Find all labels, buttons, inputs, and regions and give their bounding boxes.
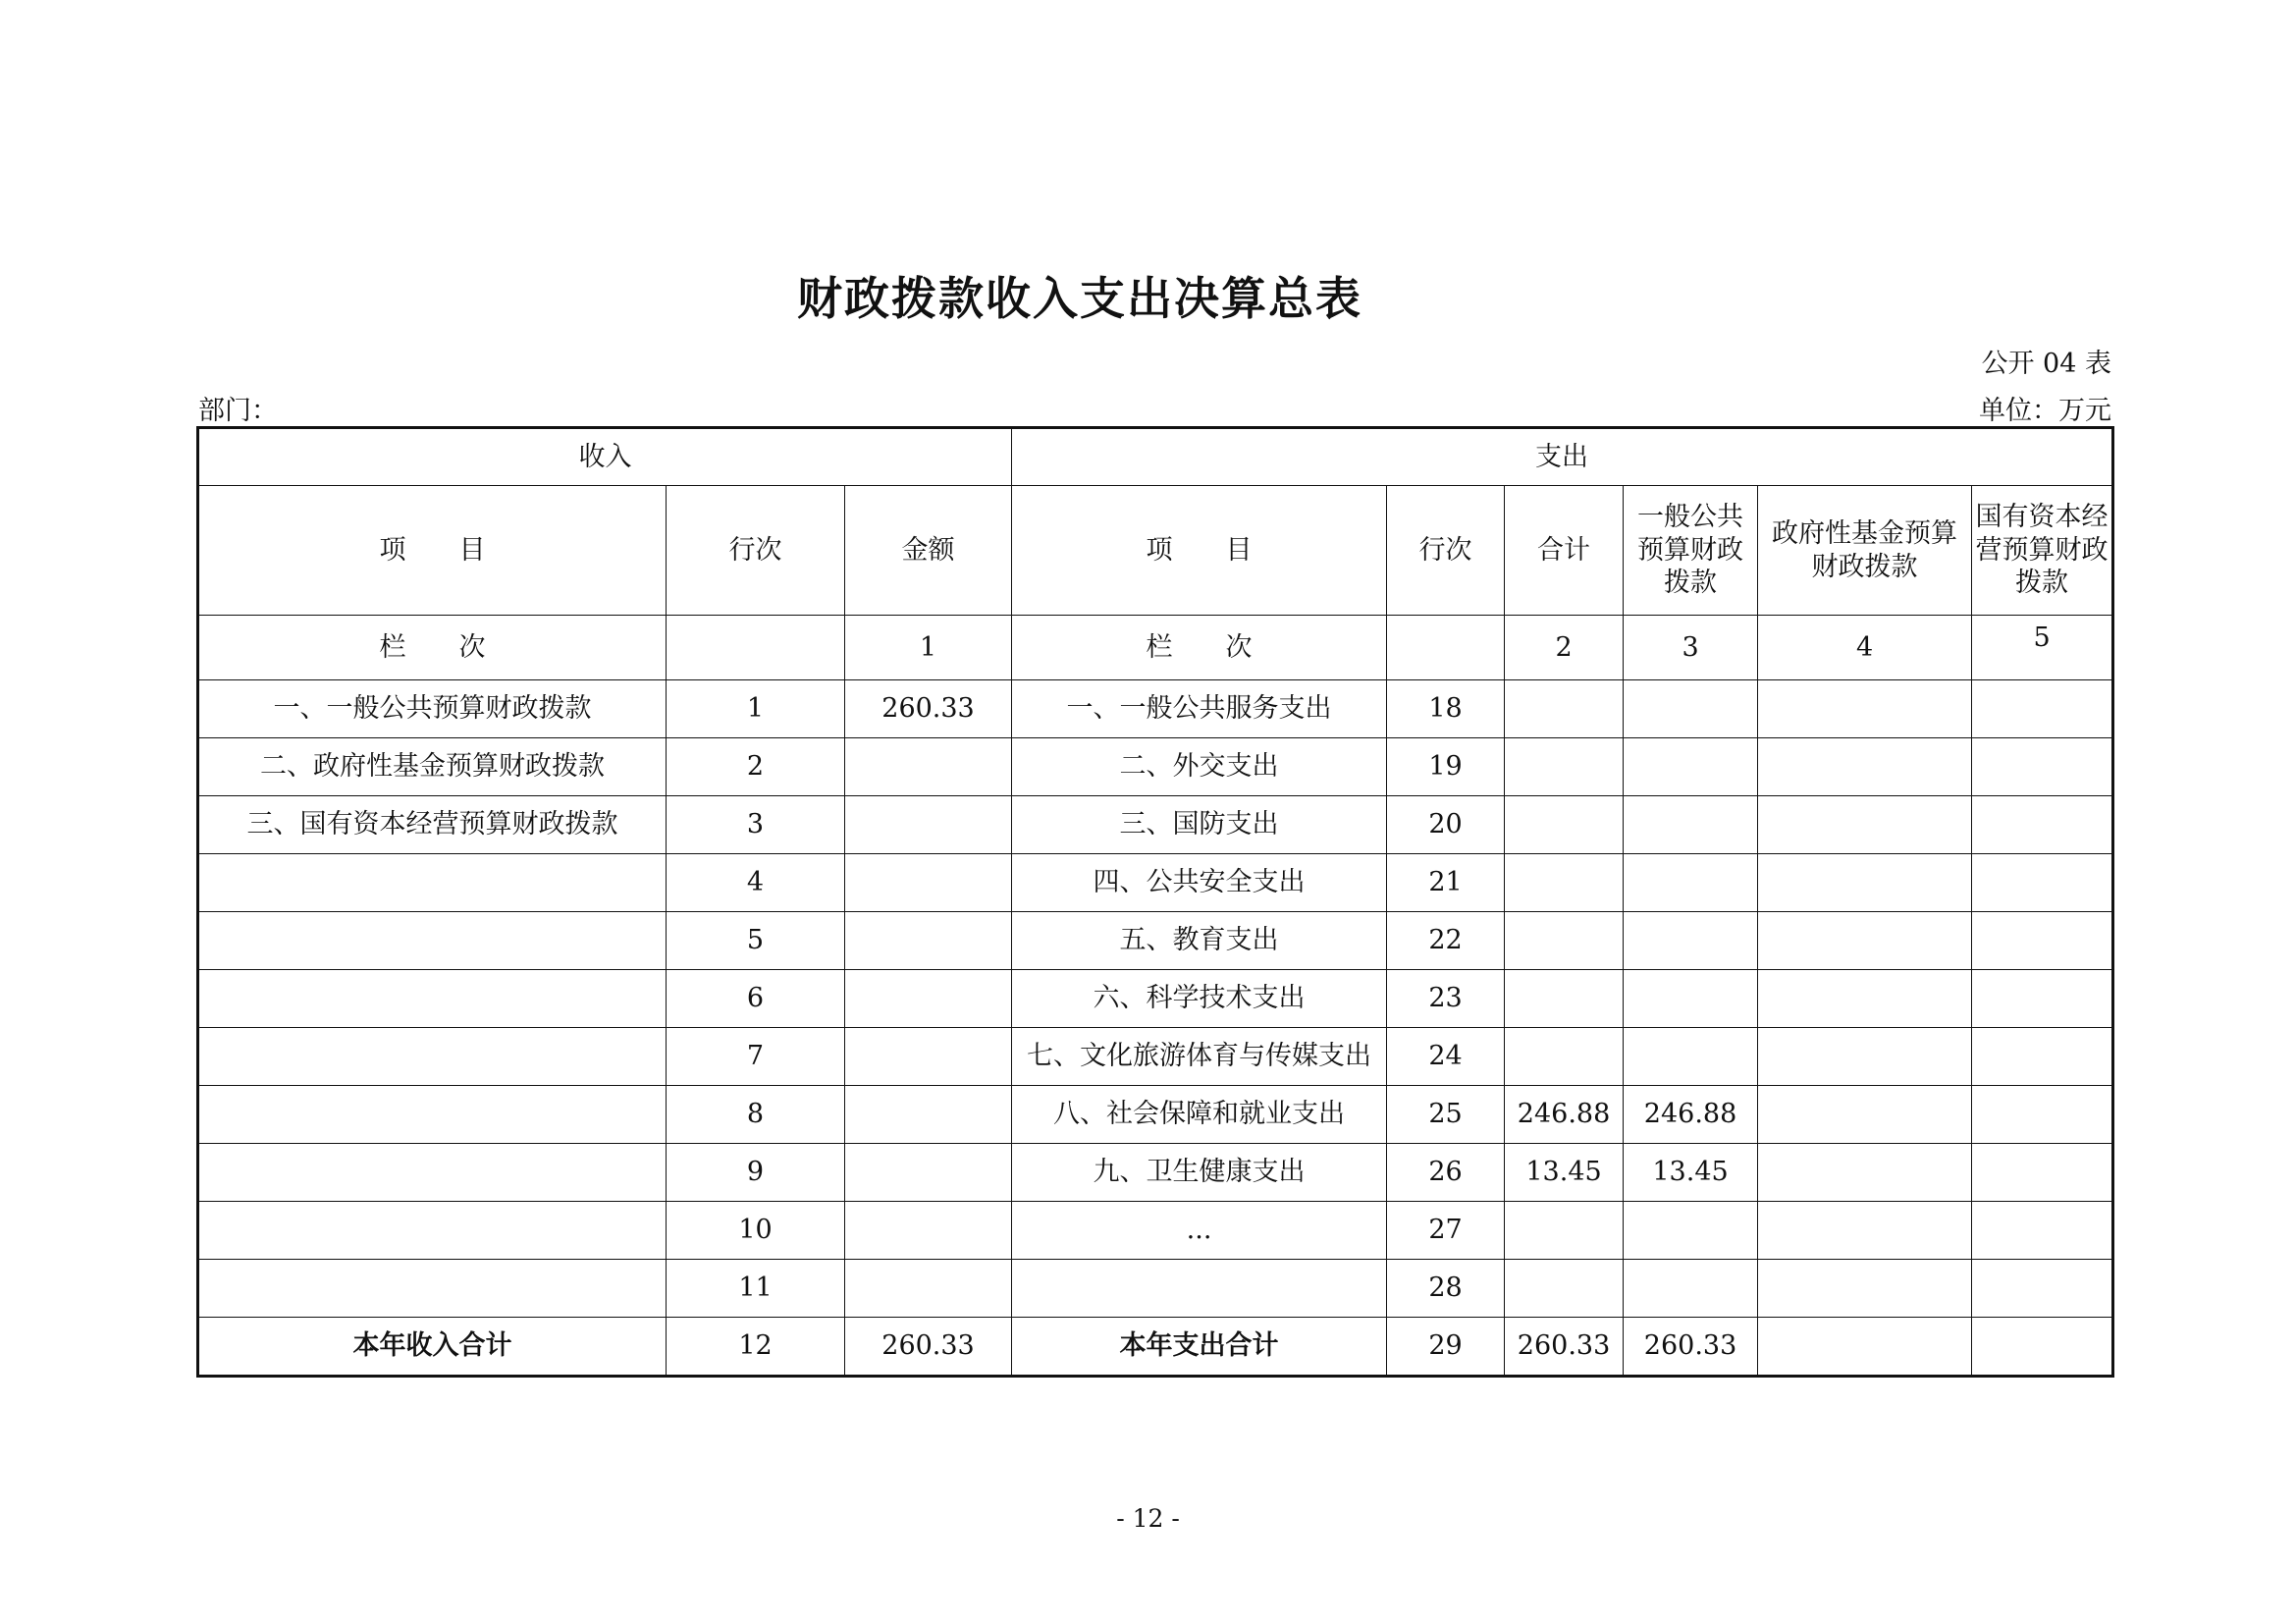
expense-item: 一、一般公共服务支出 — [1012, 680, 1387, 738]
expense-general-budget — [1624, 970, 1758, 1028]
income-row-no: 9 — [667, 1144, 845, 1202]
expense-general-budget: 13.45 — [1624, 1144, 1758, 1202]
expense-total-general-budget: 260.33 — [1624, 1318, 1758, 1377]
totals-row — [198, 1318, 2113, 1377]
income-item-header: 项 目 — [198, 486, 667, 616]
expense-total — [1505, 680, 1624, 738]
expense-gov-fund — [1758, 738, 1972, 796]
expense-state-capital — [1972, 970, 2113, 1028]
column-number-1: 1 — [845, 616, 1012, 680]
income-row-no: 5 — [667, 912, 845, 970]
expense-item: 五、教育支出 — [1012, 912, 1387, 970]
expense-column-label: 栏 次 — [1012, 616, 1387, 680]
column-number-3: 3 — [1624, 616, 1758, 680]
expense-total-row-no: 29 — [1387, 1318, 1505, 1377]
expense-row-no: 20 — [1387, 796, 1505, 854]
expense-state-capital — [1972, 796, 2113, 854]
income-amount — [845, 1260, 1012, 1318]
expense-state-capital — [1972, 854, 2113, 912]
table-row — [198, 1202, 2113, 1260]
expense-total — [1505, 1028, 1624, 1086]
expense-total — [1505, 738, 1624, 796]
income-amount — [845, 854, 1012, 912]
expense-total: 13.45 — [1505, 1144, 1624, 1202]
income-item: 二、政府性基金预算财政拨款 — [198, 738, 667, 796]
expense-general-budget — [1624, 738, 1758, 796]
form-number: 公开 04 表 — [1981, 349, 2111, 379]
income-item — [198, 970, 667, 1028]
expense-row-no: 21 — [1387, 854, 1505, 912]
table-row — [198, 1144, 2113, 1202]
column-number-5: 5 — [1972, 616, 2113, 680]
expense-row-no: 27 — [1387, 1202, 1505, 1260]
expense-state-capital — [1972, 1202, 2113, 1260]
expense-gov-fund — [1758, 796, 1972, 854]
expense-total — [1505, 854, 1624, 912]
expense-total-gov-fund — [1758, 1318, 1972, 1377]
expense-general-budget — [1624, 854, 1758, 912]
expense-row-no-header: 行次 — [1387, 486, 1505, 616]
income-row-no: 3 — [667, 796, 845, 854]
expense-section-header: 支出 — [1012, 428, 2113, 486]
table-row — [198, 1028, 2113, 1086]
expense-item: 三、国防支出 — [1012, 796, 1387, 854]
income-row-no: 8 — [667, 1086, 845, 1144]
expense-item: 七、文化旅游体育与传媒支出 — [1012, 1028, 1387, 1086]
table-row — [198, 854, 2113, 912]
expense-state-capital — [1972, 1144, 2113, 1202]
income-item: 三、国有资本经营预算财政拨款 — [198, 796, 667, 854]
income-row-no: 1 — [667, 680, 845, 738]
general-budget-header: 一般公共预算财政拨款 — [1624, 486, 1758, 616]
income-column-label: 栏 次 — [198, 616, 667, 680]
expense-item-header: 项 目 — [1012, 486, 1387, 616]
expense-item: 九、卫生健康支出 — [1012, 1144, 1387, 1202]
column-number-4: 4 — [1758, 616, 1972, 680]
unit-label: 单位：万元 — [1979, 396, 2111, 426]
expense-gov-fund — [1758, 1260, 1972, 1318]
table-row — [198, 680, 2113, 738]
table-row — [198, 970, 2113, 1028]
expense-item — [1012, 1260, 1387, 1318]
income-amount — [845, 912, 1012, 970]
expense-general-budget — [1624, 796, 1758, 854]
table-row — [198, 738, 2113, 796]
expense-item: 六、科学技术支出 — [1012, 970, 1387, 1028]
expense-item: 八、社会保障和就业支出 — [1012, 1086, 1387, 1144]
expense-total-amount: 260.33 — [1505, 1318, 1624, 1377]
column-number-row — [198, 616, 2113, 680]
expense-item: 二、外交支出 — [1012, 738, 1387, 796]
income-row-no: 4 — [667, 854, 845, 912]
income-amount — [845, 1144, 1012, 1202]
income-item — [198, 1202, 667, 1260]
expense-state-capital — [1972, 912, 2113, 970]
expense-row-no: 22 — [1387, 912, 1505, 970]
expense-row-no: 26 — [1387, 1144, 1505, 1202]
table-row — [198, 1086, 2113, 1144]
income-item: 一、一般公共预算财政拨款 — [198, 680, 667, 738]
income-row-no-header: 行次 — [667, 486, 845, 616]
expense-general-budget — [1624, 1028, 1758, 1086]
total-header: 合计 — [1505, 486, 1624, 616]
expense-total-state-capital — [1972, 1318, 2113, 1377]
expense-total: 246.88 — [1505, 1086, 1624, 1144]
income-row-no: 11 — [667, 1260, 845, 1318]
income-amount — [845, 738, 1012, 796]
income-total-label: 本年收入合计 — [198, 1318, 667, 1377]
expense-gov-fund — [1758, 1086, 1972, 1144]
expense-row-no: 28 — [1387, 1260, 1505, 1318]
expense-total-label: 本年支出合计 — [1012, 1318, 1387, 1377]
expense-general-budget — [1624, 680, 1758, 738]
expense-total — [1505, 1202, 1624, 1260]
income-amount — [845, 1202, 1012, 1260]
table-row — [198, 912, 2113, 970]
state-capital-header: 国有资本经营预算财政拨款 — [1972, 486, 2113, 616]
expense-general-budget: 246.88 — [1624, 1086, 1758, 1144]
expense-state-capital — [1972, 1260, 2113, 1318]
column-number-2: 2 — [1505, 616, 1624, 680]
section-header-row — [198, 428, 2113, 486]
table-row — [198, 1260, 2113, 1318]
expense-gov-fund — [1758, 854, 1972, 912]
income-row-no: 2 — [667, 738, 845, 796]
expense-state-capital — [1972, 738, 2113, 796]
page-number: - 12 - — [1116, 1504, 1180, 1533]
expense-total — [1505, 970, 1624, 1028]
expense-total — [1505, 1260, 1624, 1318]
expense-general-budget — [1624, 1202, 1758, 1260]
expense-general-budget — [1624, 1260, 1758, 1318]
expense-gov-fund — [1758, 970, 1972, 1028]
expense-total — [1505, 796, 1624, 854]
income-section-header: 收入 — [198, 428, 1012, 486]
expense-row-no: 23 — [1387, 970, 1505, 1028]
page-title: 财政拨款收入支出决算总表 — [797, 272, 1362, 325]
gov-fund-header: 政府性基金预算财政拨款 — [1758, 486, 1972, 616]
expense-state-capital — [1972, 1086, 2113, 1144]
expense-row-no: 25 — [1387, 1086, 1505, 1144]
expense-row-no: 19 — [1387, 738, 1505, 796]
income-item — [198, 1086, 667, 1144]
income-amount-header: 金额 — [845, 486, 1012, 616]
expense-gov-fund — [1758, 1202, 1972, 1260]
income-row-no: 10 — [667, 1202, 845, 1260]
expense-gov-fund — [1758, 912, 1972, 970]
appropriation-summary-table — [196, 426, 2114, 1378]
income-item — [198, 1260, 667, 1318]
income-amount — [845, 796, 1012, 854]
expense-gov-fund — [1758, 680, 1972, 738]
table-row — [198, 796, 2113, 854]
expense-gov-fund — [1758, 1028, 1972, 1086]
expense-state-capital — [1972, 1028, 2113, 1086]
expense-general-budget — [1624, 912, 1758, 970]
income-item — [198, 1144, 667, 1202]
department-label: 部门： — [198, 396, 278, 426]
income-row-no-blank — [667, 616, 845, 680]
expense-row-no: 24 — [1387, 1028, 1505, 1086]
income-amount — [845, 1086, 1012, 1144]
expense-state-capital — [1972, 680, 2113, 738]
income-total-amount: 260.33 — [845, 1318, 1012, 1377]
expense-gov-fund — [1758, 1144, 1972, 1202]
expense-item: ... — [1012, 1202, 1387, 1260]
income-item — [198, 912, 667, 970]
income-row-no: 7 — [667, 1028, 845, 1086]
expense-row-no-blank — [1387, 616, 1505, 680]
expense-row-no: 18 — [1387, 680, 1505, 738]
column-header-row — [198, 486, 2113, 616]
income-item — [198, 1028, 667, 1086]
expense-total — [1505, 912, 1624, 970]
expense-item: 四、公共安全支出 — [1012, 854, 1387, 912]
income-amount: 260.33 — [845, 680, 1012, 738]
income-row-no: 6 — [667, 970, 845, 1028]
income-amount — [845, 970, 1012, 1028]
income-amount — [845, 1028, 1012, 1086]
income-total-row-no: 12 — [667, 1318, 845, 1377]
income-item — [198, 854, 667, 912]
